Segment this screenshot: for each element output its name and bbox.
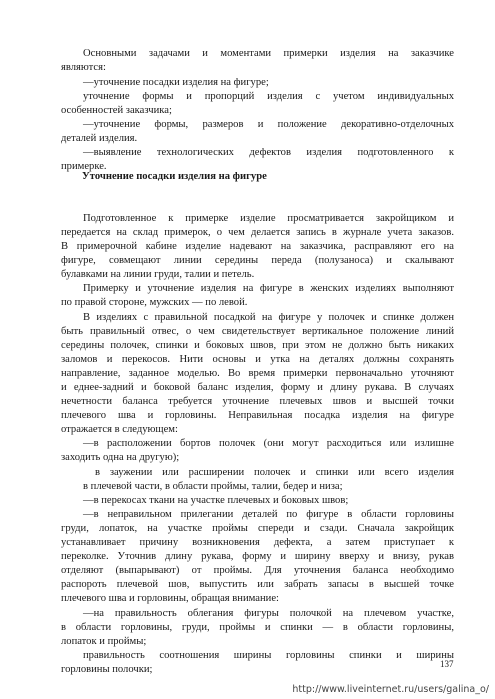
text-line: Подготовленное к примерке изделие просматривается закройщиком и xyxy=(83,213,454,224)
text-line: булавками на линии груди, талии и петель. xyxy=(61,269,255,280)
list-item: —в неправильном прилегании деталей по фигуре в области горловины xyxy=(83,509,454,520)
watermark-url: http://www.liveinternet.ru/users/galina_o/ xyxy=(292,684,489,695)
list-item: —уточнение посадки изделия на фигуре; xyxy=(83,77,269,88)
text-line: нечетности баланса требуется уточнение плечевых швов и высшей точки xyxy=(61,396,454,407)
list-item: —выявление технологических дефектов изделия подготовленного к xyxy=(83,147,454,158)
list-item: —уточнение формы, размеров и положение декоративно-отделочных xyxy=(83,119,454,130)
text-line: распороть плечевой шов, выпустить или забрать запасы в высшей точке xyxy=(61,579,454,590)
text-line: Примерку и уточнение изделия на фигуре в женских изделиях выполняют xyxy=(83,283,454,294)
text-line: фигуре, совмещают линии середины переда (полузаноса) и скалывают xyxy=(61,255,454,266)
text-line: отражается в следующем: xyxy=(61,424,178,435)
text-line: В примерочной кабине изделие надевают на заказчика, расправляют его на xyxy=(61,241,454,252)
text-line: В изделиях с правильной посадкой на фигуре у полочек и спинке должен xyxy=(83,312,454,323)
text-line: особенностей заказчика; xyxy=(61,105,172,116)
text-line: лопаток и проймы; xyxy=(61,636,147,647)
text-line: отделяют (выпарывают) от проймы. Для уточнения баланса необходимо xyxy=(61,565,454,576)
text-line: и еднее-задний и боковой баланс изделия, форму и длину рукава. В случаях xyxy=(61,382,454,393)
text-line: заломов и перекосов. Нити основы и утка на деталях должны сохранять xyxy=(61,354,454,365)
text-line: плечевого шва и горловины. Неправильная посадка изделия на фигуре xyxy=(61,410,454,421)
page-number: 137 xyxy=(440,659,454,669)
section-heading: Уточнение посадки изделия на фигуре xyxy=(82,171,267,182)
text-line: переколке. Уточнив длину рукава, форму и ширину вверху и внизу, рукав xyxy=(61,551,454,562)
text-line: в области горловины, груди, проймы и спинки — в области горловины, xyxy=(61,622,454,633)
text-line: по правой стороне, мужских — по левой. xyxy=(61,297,248,308)
text-line: заходить одна на другую); xyxy=(61,452,180,463)
text-line: груди, лопаток, на участке проймы спереди и сзади. Сначала закройщик xyxy=(61,523,454,534)
list-item: —на правильность облегания фигуры полочкой на плечевом участке, xyxy=(83,608,454,619)
text-line: горловины полочки; xyxy=(61,664,153,675)
list-item: в заужении или расширении полочек и спинки или всего изделия xyxy=(95,467,454,478)
text-line: передается на склад примерок, о чем делается запись в журнале учета заказов. xyxy=(61,227,454,238)
text-line: устанавливает причину возникновения дефекта, а затем приступает к xyxy=(61,537,454,548)
list-item: уточнение формы и пропорций изделия с учетом индивидуальных xyxy=(83,91,454,102)
list-item: —в перекосах ткани на участке плечевых и боковых швов; xyxy=(83,495,349,506)
list-item: правильность соотношения ширины горловины спинки и ширины xyxy=(83,650,454,661)
text-line: Основными задачами и моментами примерки изделия на заказчике xyxy=(83,48,454,59)
text-line: являются: xyxy=(61,62,106,73)
text-line: направление, заданное моделью. Во время примерки первоначально уточняют xyxy=(61,368,454,379)
text-line: примерке. xyxy=(61,161,107,172)
text-line: быть правильный отвес, о чем свидетельствует вертикальное положение линий xyxy=(61,326,454,337)
text-line: в плечевой части, в области проймы, талии, бедер и низа; xyxy=(83,481,343,492)
text-line: середины полочек, спинки и боковых швов, при этом не должно быть никаких xyxy=(61,340,454,351)
text-line: плечевого шва и горловины, обращая внимание: xyxy=(61,593,279,604)
text-line: деталей изделия. xyxy=(61,133,138,144)
list-item: —в расположении бортов полочек (они могут расходиться или излишне xyxy=(83,438,454,449)
